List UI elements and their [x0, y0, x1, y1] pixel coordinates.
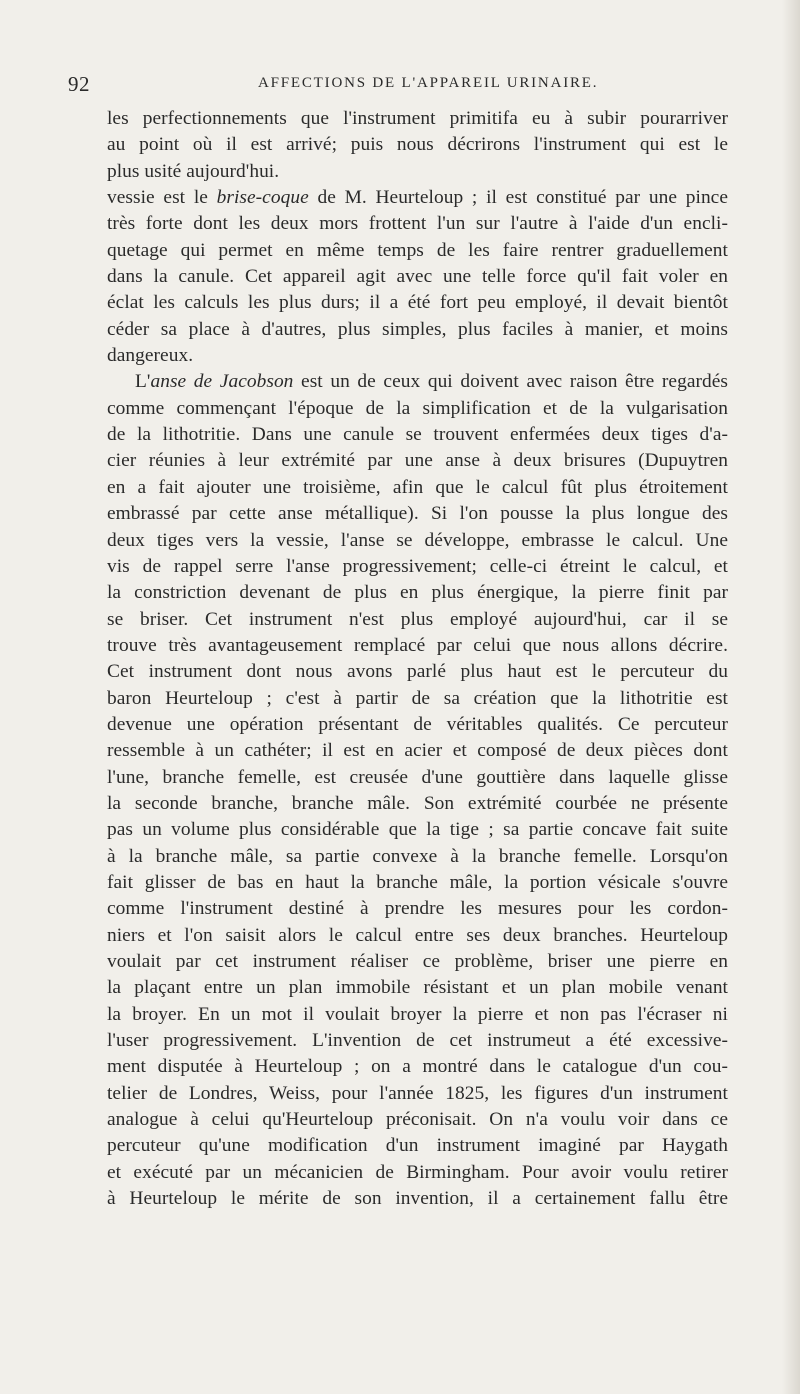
text-line: embrassé par cette anse métallique). Si l'on pousse la plus longue des [107, 503, 728, 525]
text-line: dangereux. [107, 345, 194, 367]
text-line: la seconde branche, branche mâle. Son extrémité courbée ne présente [107, 792, 728, 814]
text-line: trouve très avantageusement remplacé par celui que nous allons décrire. [107, 634, 728, 656]
text-line: Cet instrument dont nous avons parlé plus haut est le percuteur du [107, 661, 728, 683]
text-line: fait glisser de bas en haut la branche mâle, la portion vésicale s'ouvre [107, 871, 728, 893]
text-line: deux tiges vers la vessie, l'anse se développe, embrasse le calcul. Une [107, 529, 728, 551]
running-head: AFFECTIONS DE L'APPAREIL URINAIRE. [258, 75, 599, 91]
text-line [107, 185, 728, 211]
text-line: l'une, branche femelle, est creusée d'une gouttière dans laquelle glisse [107, 766, 728, 788]
text-line: vis de rappel serre l'anse progressivement; celle-ci étreint le calcul, et [107, 555, 728, 577]
text-line: ment disputée à Heurteloup ; on a montré dans le catalogue d'un cou- [107, 1056, 728, 1078]
text-line: l'user progressivement. L'invention de cet instrumeut a été excessive- [107, 1030, 728, 1052]
text-line: les perfectionnements que l'instrument primitifa eu à subir pourarriver [107, 108, 728, 129]
text-line: éclat les calculs les plus durs; il a été fort peu employé, il devait bientôt [107, 292, 728, 314]
italic-term: anse de Jacobson [150, 371, 294, 393]
text-line: voulait par cet instrument réaliser ce problème, briser une pierre en [107, 951, 728, 972]
text-segment: de M. Heurteloup ; il est constitué par une pince [308, 187, 728, 209]
text-line [107, 369, 728, 395]
text-line: céder sa place à d'autres, plus simples, plus faciles à manier, et moins [107, 318, 728, 340]
text-line: à Heurteloup le mérite de son invention, il a certainement fallu être [107, 1188, 728, 1210]
page-header [68, 72, 728, 96]
text-line: de la lithotritie. Dans une canule se trouvent enfermées deux tiges d'a- [107, 424, 728, 446]
text-line: ressemble à un cathéter; il est en acier et composé de deux pièces dont [107, 740, 728, 762]
text-line: en a fait ajouter une troisième, afin que le calcul fût plus étroitement [107, 476, 728, 498]
text-line: niers et l'on saisit alors le calcul entre ses deux branches. Heurteloup [107, 924, 728, 946]
text-line: pas un volume plus considérable que la tige ; sa partie concave fait suite [107, 819, 728, 841]
text-line: plus usité aujourd'hui. [107, 160, 280, 182]
italic-term: brise-coque [216, 187, 309, 209]
body-text [107, 106, 728, 1212]
text-line: la plaçant entre un plan immobile résistant et un plan mobile venant [107, 977, 728, 999]
text-line: quetage qui permet en même temps de les faire rentrer graduellement [107, 239, 728, 261]
text-line: se briser. Cet instrument n'est plus employé aujourd'hui, car il se [107, 608, 728, 630]
text-line: baron Heurteloup ; c'est à partir de sa création que la lithotritie est [107, 687, 728, 709]
text-line: cier réunies à leur extrémité par une anse à deux brisures (Dupuytren [107, 450, 728, 472]
text-line: telier de Londres, Weiss, pour l'année 1825, les figures d'un instrument [107, 1082, 728, 1104]
text-line: comme l'instrument destiné à prendre les mesures pour les cordon- [107, 898, 728, 920]
text-line: et exécuté par un mécanicien de Birmingham. Pour avoir voulu retirer [107, 1161, 728, 1183]
text-line: au point où il est arrivé; puis nous décrirons l'instrument qui est le [107, 134, 728, 156]
text-segment: L' [135, 371, 151, 393]
page-number: 92 [68, 72, 90, 96]
page-edge-shadow [782, 0, 800, 1394]
text-line: très forte dont les deux mors frottent l'un sur l'autre à l'aide d'un encli- [107, 213, 728, 235]
text-line: comme commençant l'époque de la simplification et de la vulgarisation [107, 397, 728, 419]
text-line: devenue une opération présentant de véritables qualités. Ce percuteur [107, 713, 728, 735]
text-line: la constriction devenant de plus en plus énergique, la pierre finit par [107, 582, 728, 604]
text-line: dans la canule. Cet appareil agit avec une telle force qu'il fait voler en [107, 266, 728, 288]
text-line: la broyer. En un mot il voulait broyer la pierre et non pas l'écraser ni [107, 1003, 728, 1025]
text-segment: est un de ceux qui doivent avec raison être regardés [293, 371, 728, 393]
text-line: analogue à celui qu'Heurteloup préconisait. On n'a voulu voir dans ce [107, 1109, 728, 1131]
text-line: à la branche mâle, sa partie convexe à la branche femelle. Lorsqu'on [107, 845, 728, 867]
text-segment: vessie est le [107, 187, 217, 209]
text-line: percuteur qu'une modification d'un instrument imaginé par Haygath [107, 1135, 728, 1157]
